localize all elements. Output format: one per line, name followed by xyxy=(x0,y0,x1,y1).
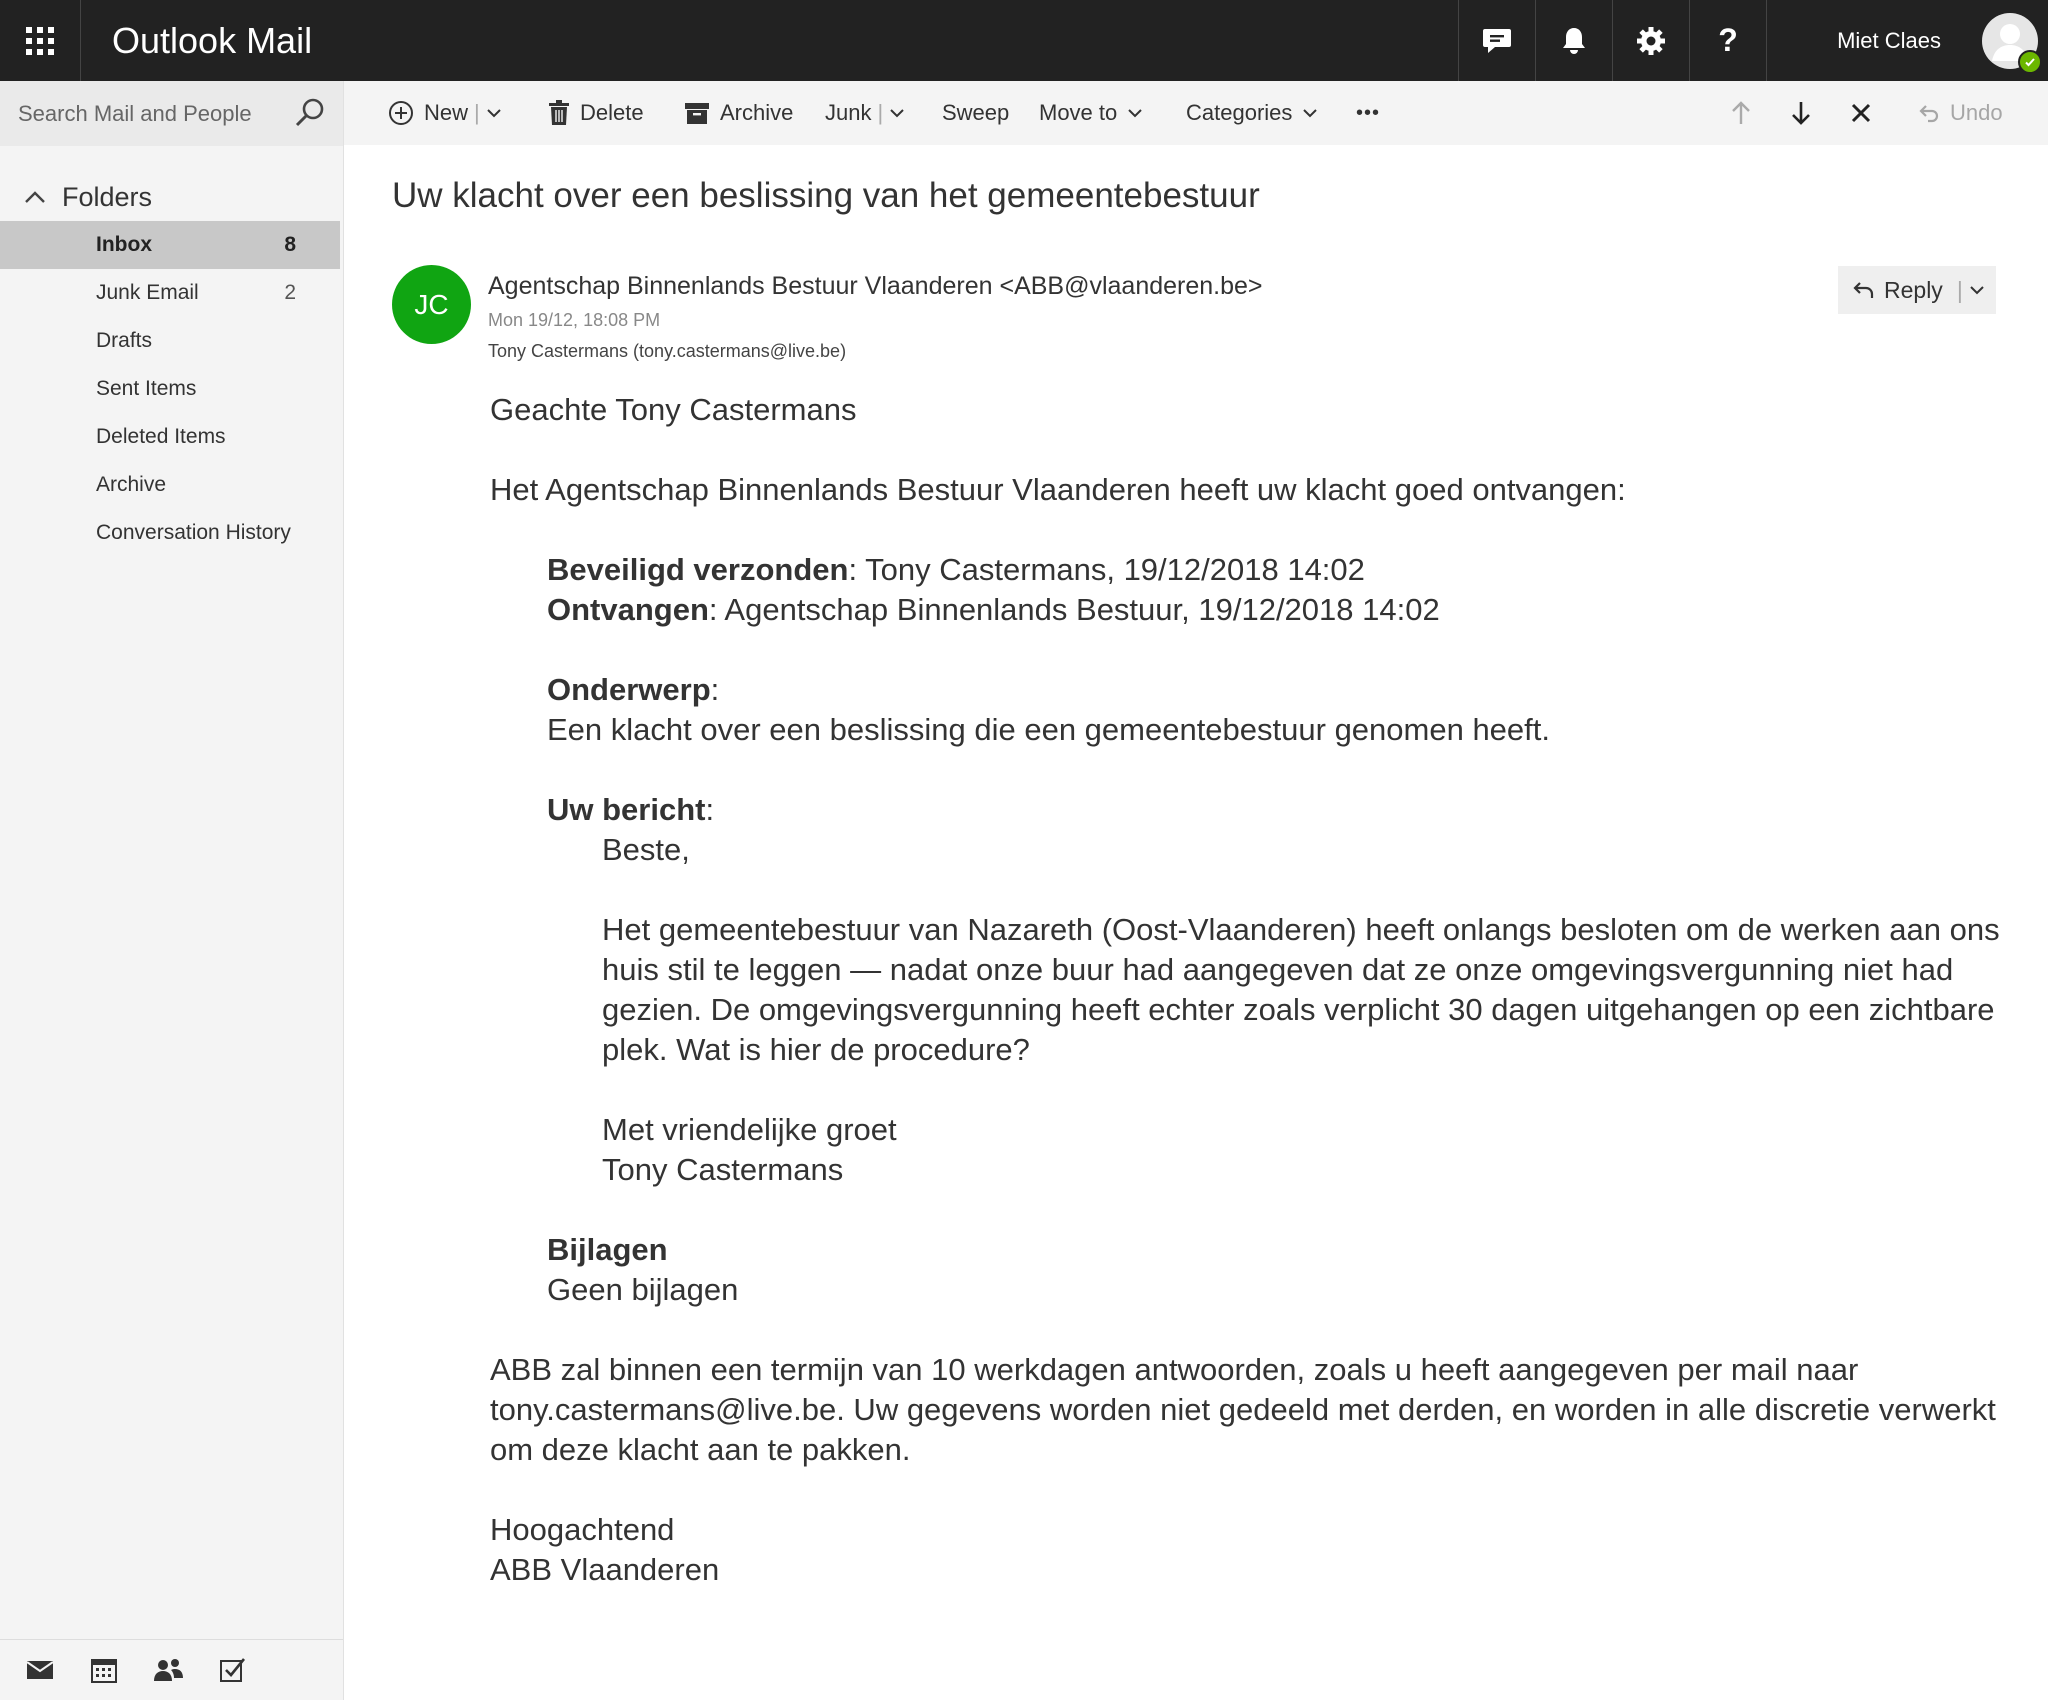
categories-label: Categories xyxy=(1186,100,1293,125)
attachments-value: Geen bijlagen xyxy=(547,1272,739,1307)
unread-count: 2 xyxy=(284,281,296,304)
sent-value: : Tony Castermans, 19/12/2018 14:02 xyxy=(848,552,1365,587)
colon: : xyxy=(705,792,715,827)
top-bar xyxy=(0,0,2048,81)
received-label: Ontvangen xyxy=(547,592,709,627)
categories-button[interactable] xyxy=(1186,81,1318,145)
close-icon xyxy=(1850,102,1872,124)
chevron-up-icon xyxy=(24,187,46,207)
calendar-icon[interactable] xyxy=(88,1654,120,1686)
module-switcher xyxy=(0,1639,343,1700)
previous-message-button[interactable] xyxy=(1730,81,1752,145)
archive-label: Archive xyxy=(720,100,794,125)
message-text: Het gemeentebestuur van Nazareth (Oost-Vlaanderen) heeft onlangs besloten om de werken aan ons huis stil te leggen — nadat onze buur had aangegeven dat ze onze omgevingsvergunning niet had gezien. De omgevingsvergunning heeft echter zoals verplicht 30 dagen uitgehangen op een zichtbare plek. Wat is hier de procedure? xyxy=(602,912,2000,1067)
more-actions-button[interactable] xyxy=(1356,81,1380,145)
sweep-button[interactable] xyxy=(942,81,1009,145)
message-subject: Uw klacht over een beslissing van het gemeentebestuur xyxy=(392,176,1260,215)
chat-icon xyxy=(1482,27,1512,55)
help-icon: ? xyxy=(1718,22,1738,58)
chevron-down-icon xyxy=(1127,107,1143,119)
reply-button[interactable]: Reply | xyxy=(1838,266,1996,314)
move-to-button[interactable] xyxy=(1039,81,1143,145)
folder-label: Deleted Items xyxy=(96,425,226,448)
undo-label: Undo xyxy=(1950,100,2003,125)
unread-count: 8 xyxy=(284,233,296,256)
trash-icon xyxy=(548,100,570,126)
folder-drafts[interactable] xyxy=(0,317,340,365)
search-button[interactable] xyxy=(294,97,328,131)
move-to-label: Move to xyxy=(1039,100,1118,125)
folder-sent-items[interactable] xyxy=(0,365,340,413)
search-input[interactable] xyxy=(16,93,290,135)
sweep-label: Sweep xyxy=(942,100,1010,125)
folder-label: Inbox xyxy=(96,233,152,256)
waffle-icon xyxy=(26,27,54,55)
search-box xyxy=(0,81,343,146)
subject-label: Onderwerp xyxy=(547,672,711,707)
colon: : xyxy=(710,672,720,707)
user-name: Miet Claes xyxy=(1837,28,1941,53)
people-icon[interactable] xyxy=(152,1654,184,1686)
close-message-button[interactable] xyxy=(1850,81,1872,145)
reply-icon xyxy=(1852,279,1876,301)
folder-pane xyxy=(0,81,344,1700)
chevron-down-icon[interactable] xyxy=(1969,284,1985,296)
folder-junk-email[interactable] xyxy=(0,269,340,317)
folder-inbox[interactable] xyxy=(0,221,340,269)
chevron-down-icon xyxy=(1302,107,1318,119)
chat-button[interactable] xyxy=(1458,0,1535,81)
notifications-button[interactable] xyxy=(1535,0,1612,81)
received-line xyxy=(490,590,2010,630)
more-icon: ••• xyxy=(1356,101,1381,124)
new-label: New xyxy=(424,100,469,125)
undo-icon xyxy=(1916,101,1940,125)
chevron-down-icon[interactable] xyxy=(889,107,905,119)
bell-icon xyxy=(1561,26,1587,56)
search-icon xyxy=(294,97,328,129)
help-button[interactable] xyxy=(1689,0,1766,81)
junk-label: Junk xyxy=(825,100,872,125)
folder-label: Sent Items xyxy=(96,377,197,400)
app-title[interactable]: Outlook Mail xyxy=(112,20,313,61)
received-value: : Agentschap Binnenlands Bestuur, 19/12/2018 14:02 xyxy=(708,592,1440,627)
settings-button[interactable] xyxy=(1612,0,1689,81)
presence-available-icon xyxy=(2018,50,2042,74)
sender-avatar[interactable]: JC xyxy=(392,265,471,344)
folders-toggle[interactable] xyxy=(0,177,343,217)
undo-button[interactable] xyxy=(1916,81,2003,145)
delete-label: Delete xyxy=(580,100,644,125)
app-launcher-button[interactable] xyxy=(0,0,81,81)
attachments-heading xyxy=(490,1230,2010,1270)
folder-label: Conversation History xyxy=(96,521,291,544)
subject-heading xyxy=(490,670,2010,710)
archive-icon xyxy=(684,101,710,125)
new-button[interactable]: New | xyxy=(388,81,502,145)
delete-button[interactable] xyxy=(548,81,644,145)
command-bar xyxy=(344,81,2048,145)
sent-label: Beveiligd verzonden xyxy=(547,552,849,587)
message-signature: Tony Castermans xyxy=(602,1152,844,1187)
signature: ABB Vlaanderen xyxy=(490,1552,720,1587)
arrow-up-icon xyxy=(1730,100,1752,126)
archive-button[interactable] xyxy=(684,81,793,145)
response-note: ABB zal binnen een termijn van 10 werkdagen antwoorden, zoals u heeft aangegeven per mail naar tony.castermans@live.be. Uw gegevens worden niet gedeeld met derden, en worden in alle discretie verwerkt om deze klacht aan te pakken. xyxy=(490,1352,1996,1467)
plus-icon xyxy=(388,100,414,126)
gear-icon xyxy=(1636,26,1666,56)
message-label: Uw bericht xyxy=(547,792,706,827)
next-message-button[interactable] xyxy=(1790,81,1812,145)
message-heading xyxy=(490,790,2010,830)
sent-line xyxy=(490,550,2010,590)
folder-label: Junk Email xyxy=(96,281,199,304)
closing: Hoogachtend xyxy=(490,1512,675,1547)
folder-label: Drafts xyxy=(96,329,153,352)
sender-name[interactable]: Agentschap Binnenlands Bestuur Vlaanderen <ABB@vlaanderen.be> xyxy=(488,272,1263,300)
intro-text: Het Agentschap Binnenlands Bestuur Vlaanderen heeft uw klacht goed ontvangen: xyxy=(490,472,1626,507)
greeting: Geachte Tony Castermans xyxy=(490,392,857,427)
junk-button[interactable]: Junk | xyxy=(825,81,905,145)
message-body xyxy=(490,390,2010,1590)
folders-title: Folders xyxy=(62,182,153,212)
mail-icon[interactable] xyxy=(24,1654,56,1686)
subject-value: Een klacht over een beslissing die een gemeentebestuur genomen heeft. xyxy=(547,712,1551,747)
message-salutation: Beste, xyxy=(602,832,690,867)
chevron-down-icon[interactable] xyxy=(486,107,502,119)
tasks-icon[interactable] xyxy=(216,1654,248,1686)
message-closing: Met vriendelijke groet xyxy=(602,1112,897,1147)
arrow-down-icon xyxy=(1790,100,1812,126)
attachments-label: Bijlagen xyxy=(547,1232,668,1267)
folder-archive[interactable] xyxy=(0,461,340,509)
folder-label: Archive xyxy=(96,473,167,496)
folder-conversation-history[interactable] xyxy=(0,509,340,557)
recipient[interactable]: Tony Castermans (tony.castermans@live.be) xyxy=(488,341,847,361)
folder-deleted-items[interactable] xyxy=(0,413,340,461)
reply-label: Reply xyxy=(1884,276,1943,303)
sent-date: Mon 19/12, 18:08 PM xyxy=(488,310,661,330)
